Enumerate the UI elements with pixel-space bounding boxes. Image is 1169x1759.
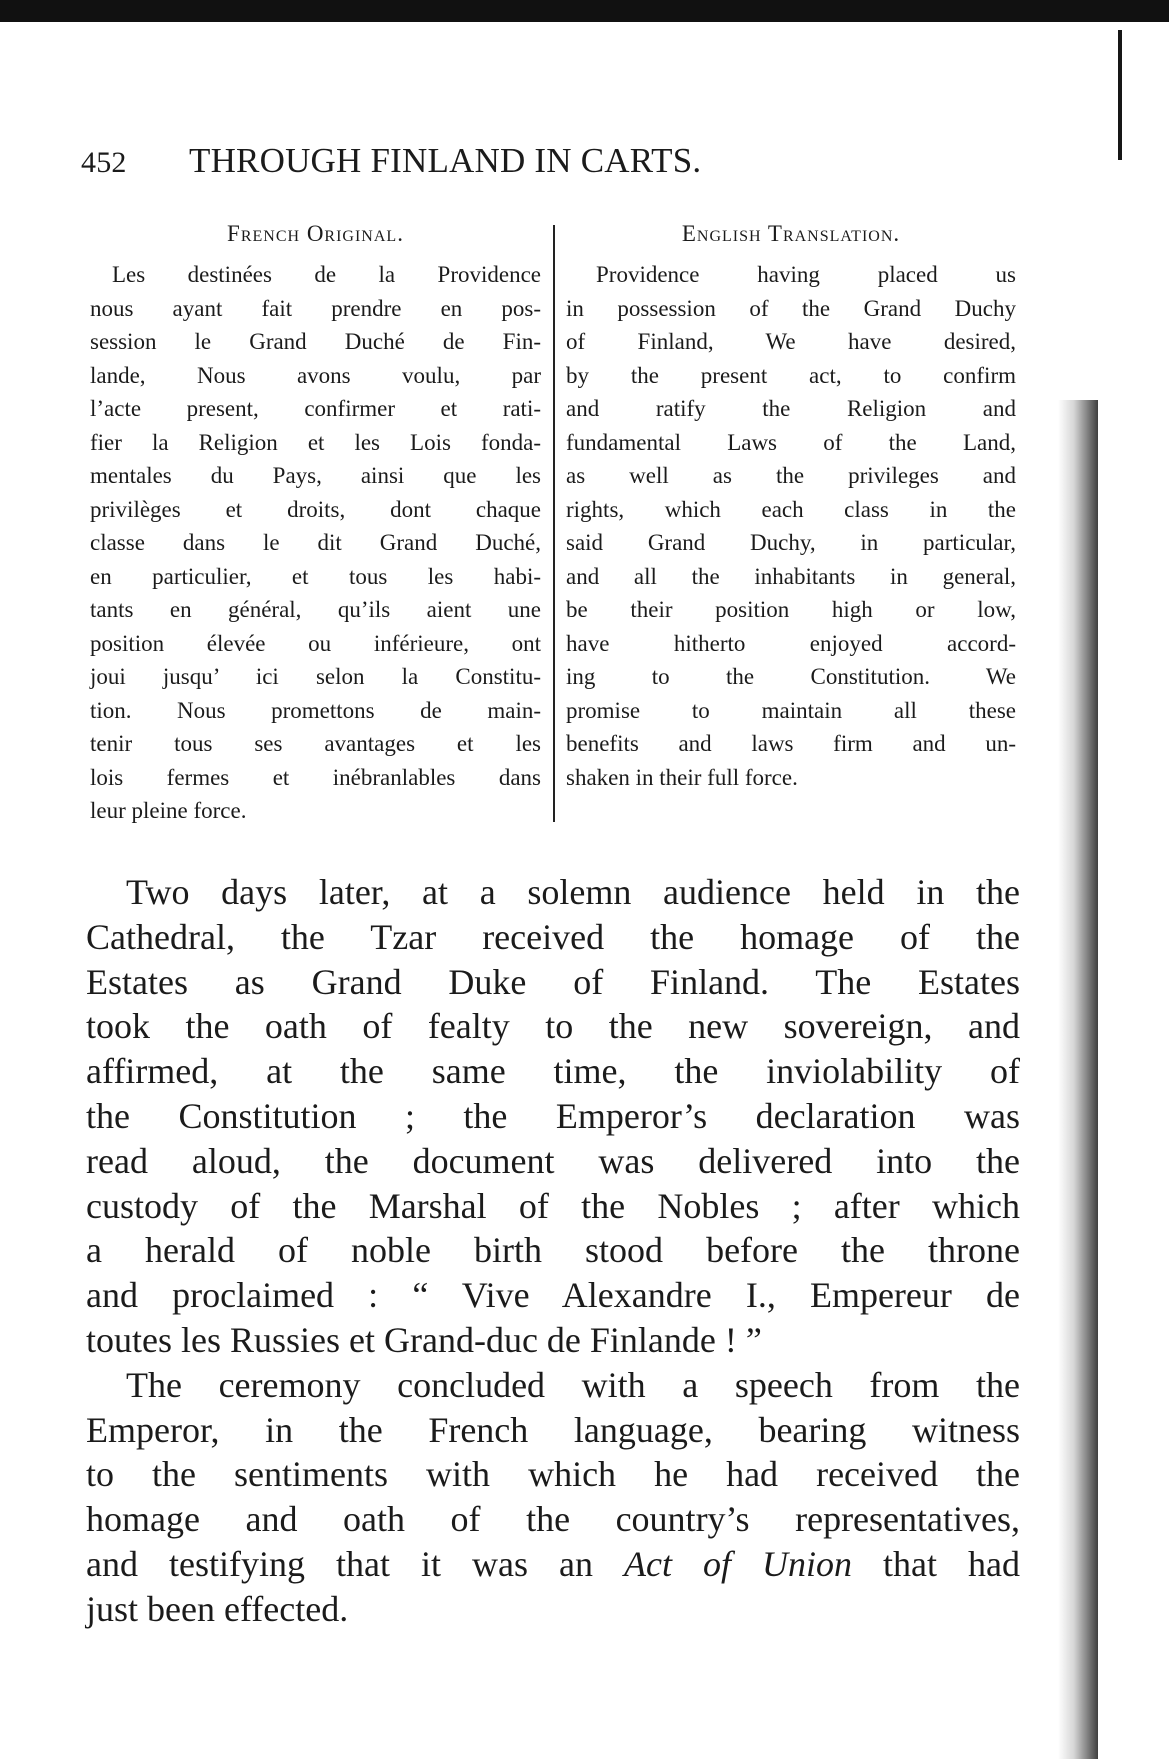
paragraph-line: the Constitution ; the Emperor’s declaration was <box>86 1095 1020 1136</box>
english-line: by the present act, to confirm <box>566 362 1016 388</box>
french-line: privilèges et droits, dont chaque <box>90 496 541 522</box>
french-line: mentales du Pays, ainsi que les <box>90 463 541 488</box>
english-line: Providence having placed us <box>596 262 1016 287</box>
french-line: l’acte present, confirmer et rati- <box>90 396 541 421</box>
english-line: said Grand Duchy, in particular, <box>566 530 1016 555</box>
paragraph-line: a herald of noble birth stood before the throne <box>86 1230 1020 1271</box>
running-title: THROUGH FINLAND IN CARTS. <box>189 141 702 180</box>
paragraph-line: just been effected. <box>86 1588 349 1629</box>
body-text <box>86 870 1020 1632</box>
paragraph-line: read aloud, the document was delivered into the <box>86 1140 1020 1181</box>
english-line: promise to maintain all these <box>566 697 1016 723</box>
french-line: tion. Nous promettons de main- <box>90 697 541 723</box>
italic-phrase: Act of Union <box>624 1543 852 1584</box>
column-divider <box>553 225 555 822</box>
english-line: of Finland, We have desired, <box>566 329 1016 354</box>
english-line: be their position high or low, <box>566 597 1016 622</box>
paragraph-line-with-italic <box>86 1542 1020 1587</box>
english-line: have hitherto enjoyed accord- <box>566 630 1016 656</box>
english-line: as well as the privileges and <box>566 463 1016 488</box>
french-line: en particulier, et tous les habi- <box>90 563 541 589</box>
paragraph-line: and proclaimed : “ Vive Alexandre I., Empereur de <box>86 1275 1020 1316</box>
paragraph-line: custody of the Marshal of the Nobles ; after which <box>86 1185 1020 1226</box>
french-original-column <box>90 219 541 828</box>
paragraph-line: homage and oath of the country’s representatives, <box>86 1499 1020 1540</box>
french-line: leur pleine force. <box>90 798 247 823</box>
english-line: rights, which each class in the <box>566 496 1016 522</box>
french-line: tenir tous ses avantages et les <box>90 731 541 756</box>
english-column-heading: English Translation. <box>681 221 901 246</box>
paragraph-text: that had <box>883 1543 1020 1584</box>
paragraph-1 <box>86 870 1020 1363</box>
right-edge-mark <box>1118 30 1122 160</box>
top-page-rule <box>0 0 1169 22</box>
english-line: shaken in their full force. <box>566 764 798 790</box>
french-line: tants en général, qu’ils aient une <box>90 597 541 622</box>
english-line: and ratify the Religion and <box>566 396 1016 421</box>
english-line: ing to the Constitution. We <box>566 664 1016 689</box>
paragraph-line: to the sentiments with which he had received the <box>86 1454 1020 1495</box>
binding-shadow <box>1058 400 1098 1759</box>
paragraph-text: and testifying that it was an <box>86 1543 593 1584</box>
running-head <box>81 136 901 186</box>
french-line: session le Grand Duché de Fin- <box>90 329 541 354</box>
english-column-text <box>566 258 1016 794</box>
french-line: fier la Religion et les Lois fonda- <box>90 429 541 455</box>
paragraph-line: Estates as Grand Duke of Finland. The Estates <box>86 961 1020 1002</box>
english-line: fundamental Laws of the Land, <box>566 429 1016 455</box>
french-column-heading: French Original. <box>227 221 404 246</box>
paragraph-line: The ceremony concluded with a speech from the <box>126 1364 1020 1405</box>
paragraph-2 <box>86 1363 1020 1632</box>
french-line: joui jusqu’ ici selon la Constitu- <box>90 664 541 689</box>
french-column-text <box>90 258 541 828</box>
paragraph-line: Cathedral, the Tzar received the homage of the <box>86 916 1020 957</box>
french-line: lande, Nous avons voulu, par <box>90 362 541 388</box>
french-line: lois fermes et inébranlables dans <box>90 764 541 790</box>
english-translation-column <box>566 219 1016 794</box>
paragraph-line: Two days later, at a solemn audience held in the <box>126 872 1020 912</box>
english-line: and all the inhabitants in general, <box>566 563 1016 589</box>
paragraph-line: toutes les Russies et Grand-duc de Finlande ! ” <box>86 1319 762 1360</box>
paragraph-line: Emperor, in the French language, bearing witness <box>86 1409 1020 1450</box>
paragraph-line: affirmed, at the same time, the inviolability of <box>86 1051 1020 1092</box>
page-number: 452 <box>81 146 127 179</box>
french-line: classe dans le dit Grand Duché, <box>90 530 541 555</box>
french-line: nous ayant fait prendre en pos- <box>90 295 541 321</box>
english-line: benefits and laws firm and un- <box>566 731 1016 756</box>
french-line: position élevée ou inférieure, ont <box>90 630 541 656</box>
english-line: in possession of the Grand Duchy <box>566 295 1016 321</box>
french-line: Les destinées de la Providence <box>112 262 541 287</box>
paragraph-line: took the oath of fealty to the new sovereign, and <box>86 1006 1020 1047</box>
